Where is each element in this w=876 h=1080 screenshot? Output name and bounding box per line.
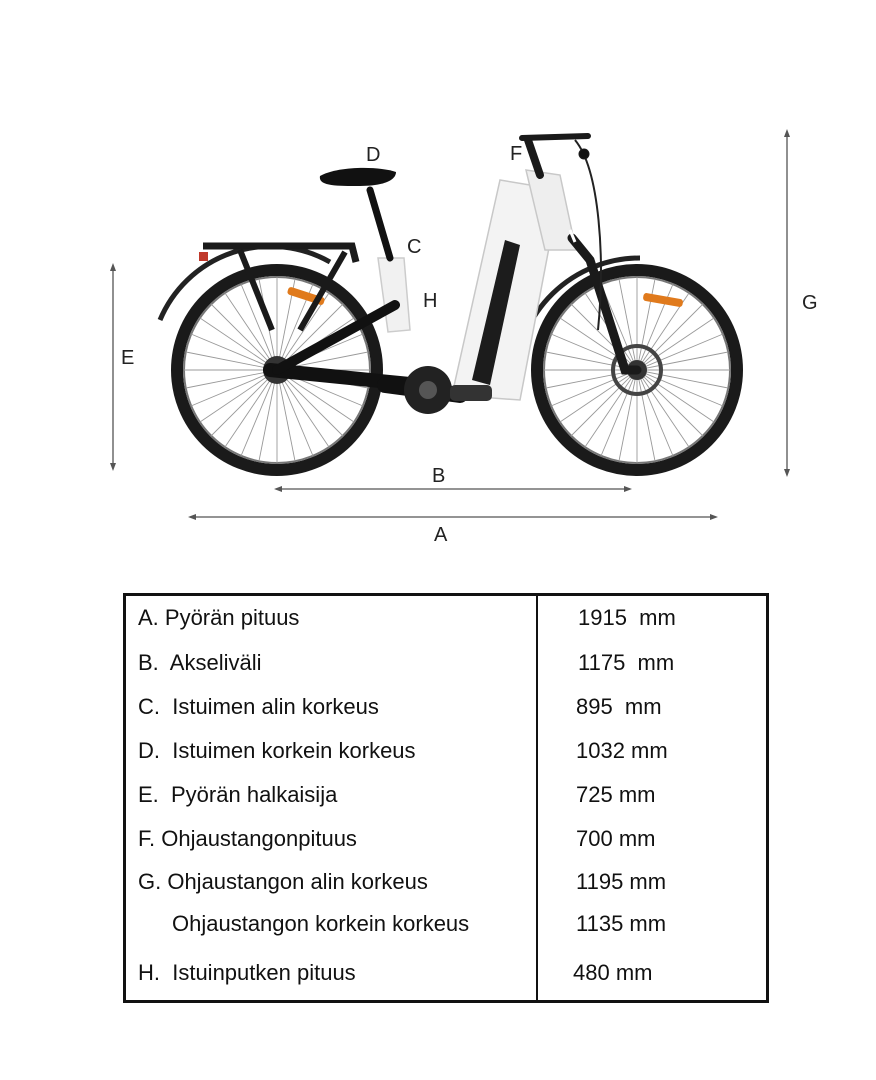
table-row bbox=[126, 736, 766, 766]
row-value: 1195 mm bbox=[576, 869, 667, 894]
row-value: 1915 mm bbox=[578, 605, 676, 630]
label-a: A bbox=[434, 524, 448, 546]
front-reflector bbox=[643, 293, 684, 308]
label-c: C bbox=[407, 236, 422, 258]
table-row bbox=[126, 909, 766, 939]
row-label: F. Ohjaustangonpituus bbox=[138, 826, 357, 851]
motor bbox=[450, 385, 492, 401]
table-row bbox=[126, 958, 766, 988]
row-label: Ohjaustangon korkein korkeus bbox=[172, 911, 470, 936]
table-row bbox=[126, 603, 766, 633]
table-row bbox=[126, 780, 766, 810]
label-h: H bbox=[423, 290, 438, 312]
row-value: 1032 mm bbox=[576, 738, 668, 763]
label-d: D bbox=[366, 144, 381, 166]
spec-table bbox=[123, 593, 769, 1003]
row-label: B. Akseliväli bbox=[138, 650, 262, 675]
row-value: 700 mm bbox=[576, 826, 656, 851]
row-value: 1135 mm bbox=[576, 911, 667, 936]
row-label: D. Istuimen korkein korkeus bbox=[138, 738, 416, 763]
rear-wheel bbox=[160, 246, 377, 470]
row-label: A. Pyörän pituus bbox=[138, 605, 300, 630]
label-f: F bbox=[510, 143, 523, 165]
table-row bbox=[126, 867, 766, 897]
table-row bbox=[126, 648, 766, 678]
row-value: 480 mm bbox=[573, 960, 653, 985]
table-row bbox=[126, 824, 766, 854]
row-value: 1175 mm bbox=[578, 650, 675, 675]
row-value: 725 mm bbox=[576, 782, 656, 807]
row-label: G. Ohjaustangon alin korkeus bbox=[138, 869, 428, 894]
label-b: B bbox=[432, 465, 446, 487]
row-label: E. Pyörän halkaisija bbox=[138, 782, 338, 807]
row-label: C. Istuimen alin korkeus bbox=[138, 694, 379, 719]
row-value: 895 mm bbox=[576, 694, 662, 719]
label-g: G bbox=[802, 292, 818, 314]
row-label: H. Istuinputken pituus bbox=[138, 960, 356, 985]
label-e: E bbox=[121, 347, 135, 369]
table-row bbox=[126, 692, 766, 722]
